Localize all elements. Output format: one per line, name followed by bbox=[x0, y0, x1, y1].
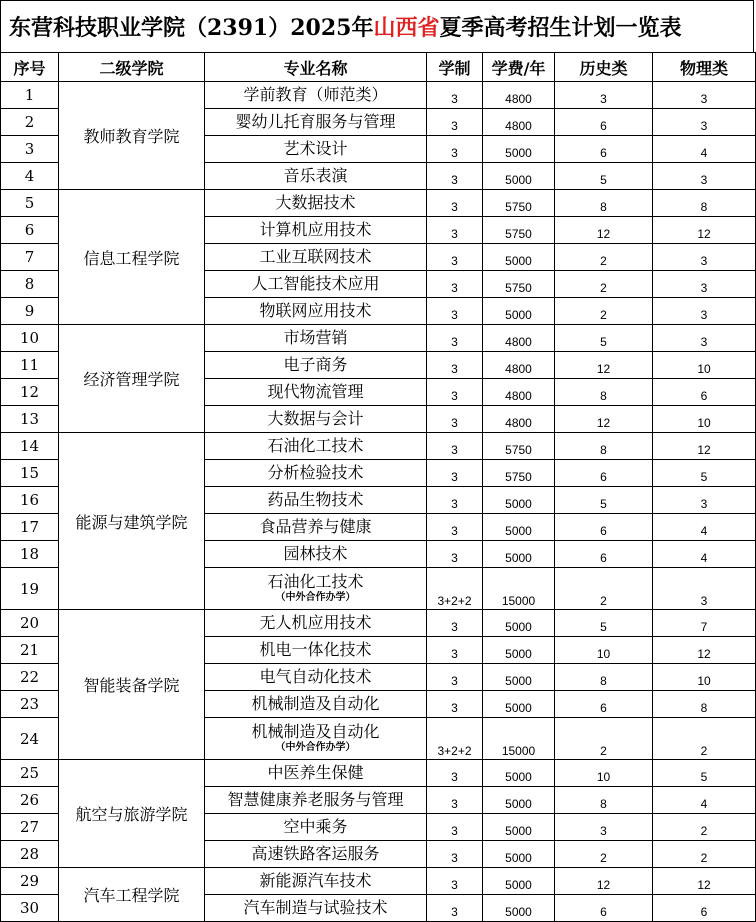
major-label: 分析检验技术 bbox=[267, 463, 364, 482]
major-note: （中外合作办学） bbox=[275, 741, 356, 753]
major-name bbox=[205, 109, 427, 136]
row-physics: 4 bbox=[653, 541, 756, 568]
enrollment-table bbox=[0, 52, 756, 922]
row-history: 12 bbox=[555, 406, 653, 433]
row-history: 3 bbox=[555, 814, 653, 841]
major-label: 计算机应用技术 bbox=[259, 220, 372, 239]
major-label: 大数据技术 bbox=[275, 193, 356, 212]
row-duration: 3 bbox=[427, 244, 483, 271]
row-fee: 5000 bbox=[483, 760, 555, 787]
row-history: 5 bbox=[555, 325, 653, 352]
major-label: 人工智能技术应用 bbox=[251, 274, 380, 293]
major-name bbox=[205, 664, 427, 691]
row-duration: 3 bbox=[427, 433, 483, 460]
row-history: 10 bbox=[555, 637, 653, 664]
row-physics: 3 bbox=[653, 325, 756, 352]
row-physics: 12 bbox=[653, 217, 756, 244]
major-name bbox=[205, 190, 427, 217]
row-history: 12 bbox=[555, 868, 653, 895]
major-name bbox=[205, 460, 427, 487]
row-seq: 7 bbox=[1, 244, 59, 271]
row-physics: 3 bbox=[653, 109, 756, 136]
row-fee: 5000 bbox=[483, 787, 555, 814]
major-label: 艺术设计 bbox=[283, 139, 348, 158]
header-fee: 学费/年 bbox=[483, 53, 555, 82]
major-name bbox=[205, 868, 427, 895]
title-province: 山西省 bbox=[373, 15, 440, 41]
major-label: 无人机应用技术 bbox=[259, 613, 372, 632]
header-physics: 物理类 bbox=[653, 53, 756, 82]
row-physics: 7 bbox=[653, 610, 756, 637]
major-label: 机电一体化技术 bbox=[259, 640, 372, 659]
header-seq: 序号 bbox=[1, 53, 59, 82]
row-duration: 3 bbox=[427, 379, 483, 406]
college-name: 教师教育学院 bbox=[59, 82, 205, 190]
row-seq: 11 bbox=[1, 352, 59, 379]
row-duration: 3 bbox=[427, 895, 483, 922]
major-label: 市场营销 bbox=[283, 328, 348, 347]
header-row bbox=[1, 53, 756, 82]
major-label: 石油化工技术 bbox=[267, 436, 364, 455]
row-seq: 6 bbox=[1, 217, 59, 244]
row-fee: 5000 bbox=[483, 244, 555, 271]
row-history: 8 bbox=[555, 190, 653, 217]
row-physics: 12 bbox=[653, 868, 756, 895]
row-seq: 21 bbox=[1, 637, 59, 664]
row-physics: 4 bbox=[653, 787, 756, 814]
row-history: 8 bbox=[555, 787, 653, 814]
major-name bbox=[205, 841, 427, 868]
row-seq: 19 bbox=[1, 568, 59, 610]
major-label: 新能源汽车技术 bbox=[259, 871, 372, 890]
row-physics: 3 bbox=[653, 163, 756, 190]
row-fee: 4800 bbox=[483, 352, 555, 379]
row-history: 5 bbox=[555, 487, 653, 514]
row-duration: 3 bbox=[427, 664, 483, 691]
row-history: 2 bbox=[555, 271, 653, 298]
row-duration: 3 bbox=[427, 541, 483, 568]
row-seq: 10 bbox=[1, 325, 59, 352]
row-physics: 3 bbox=[653, 487, 756, 514]
row-physics: 5 bbox=[653, 460, 756, 487]
row-duration: 3 bbox=[427, 217, 483, 244]
row-fee: 5000 bbox=[483, 514, 555, 541]
table-row bbox=[1, 868, 756, 895]
table-row bbox=[1, 82, 756, 109]
major-name bbox=[205, 244, 427, 271]
major-name bbox=[205, 325, 427, 352]
major-name bbox=[205, 406, 427, 433]
row-physics: 8 bbox=[653, 190, 756, 217]
row-duration: 3 bbox=[427, 352, 483, 379]
row-history: 6 bbox=[555, 895, 653, 922]
major-label: 学前教育（师范类） bbox=[243, 85, 388, 104]
row-fee: 5750 bbox=[483, 217, 555, 244]
row-duration: 3 bbox=[427, 82, 483, 109]
row-fee: 15000 bbox=[483, 568, 555, 610]
row-seq: 24 bbox=[1, 718, 59, 760]
row-seq: 13 bbox=[1, 406, 59, 433]
row-history: 6 bbox=[555, 514, 653, 541]
row-seq: 17 bbox=[1, 514, 59, 541]
row-duration: 3 bbox=[427, 298, 483, 325]
row-history: 5 bbox=[555, 610, 653, 637]
row-physics: 10 bbox=[653, 406, 756, 433]
row-duration: 3 bbox=[427, 163, 483, 190]
row-seq: 25 bbox=[1, 760, 59, 787]
major-name bbox=[205, 271, 427, 298]
row-history: 2 bbox=[555, 244, 653, 271]
row-physics: 6 bbox=[653, 895, 756, 922]
row-physics: 3 bbox=[653, 244, 756, 271]
major-name bbox=[205, 379, 427, 406]
row-seq: 14 bbox=[1, 433, 59, 460]
row-history: 8 bbox=[555, 433, 653, 460]
major-label: 智慧健康养老服务与管理 bbox=[227, 790, 404, 809]
major-name bbox=[205, 568, 427, 610]
row-history: 8 bbox=[555, 379, 653, 406]
row-history: 6 bbox=[555, 460, 653, 487]
table-row bbox=[1, 610, 756, 637]
row-fee: 4800 bbox=[483, 325, 555, 352]
major-label: 大数据与会计 bbox=[267, 409, 364, 428]
major-label: 空中乘务 bbox=[283, 817, 348, 836]
major-name bbox=[205, 163, 427, 190]
row-duration: 3 bbox=[427, 406, 483, 433]
row-duration: 3 bbox=[427, 271, 483, 298]
row-fee: 5000 bbox=[483, 298, 555, 325]
row-fee: 4800 bbox=[483, 406, 555, 433]
major-name bbox=[205, 82, 427, 109]
row-duration: 3 bbox=[427, 610, 483, 637]
table-body bbox=[1, 82, 756, 922]
major-label: 音乐表演 bbox=[283, 166, 348, 185]
row-history: 6 bbox=[555, 136, 653, 163]
row-seq: 9 bbox=[1, 298, 59, 325]
major-name bbox=[205, 814, 427, 841]
row-fee: 5000 bbox=[483, 637, 555, 664]
row-fee: 5750 bbox=[483, 433, 555, 460]
row-duration: 3 bbox=[427, 868, 483, 895]
row-physics: 10 bbox=[653, 352, 756, 379]
major-label: 物联网应用技术 bbox=[259, 301, 372, 320]
major-name bbox=[205, 136, 427, 163]
row-seq: 22 bbox=[1, 664, 59, 691]
row-seq: 5 bbox=[1, 190, 59, 217]
row-physics: 6 bbox=[653, 379, 756, 406]
row-seq: 3 bbox=[1, 136, 59, 163]
row-duration: 3 bbox=[427, 190, 483, 217]
row-physics: 2 bbox=[653, 841, 756, 868]
row-duration: 3 bbox=[427, 136, 483, 163]
major-name bbox=[205, 691, 427, 718]
row-seq: 20 bbox=[1, 610, 59, 637]
row-seq: 26 bbox=[1, 787, 59, 814]
major-name bbox=[205, 541, 427, 568]
major-name bbox=[205, 787, 427, 814]
row-history: 6 bbox=[555, 691, 653, 718]
title-suffix: 夏季高考招生计划一览表 bbox=[439, 15, 682, 41]
major-label: 电气自动化技术 bbox=[259, 667, 372, 686]
row-history: 8 bbox=[555, 664, 653, 691]
college-name: 航空与旅游学院 bbox=[59, 760, 205, 868]
row-seq: 29 bbox=[1, 868, 59, 895]
row-fee: 5750 bbox=[483, 460, 555, 487]
row-seq: 12 bbox=[1, 379, 59, 406]
major-label: 汽车制造与试验技术 bbox=[243, 898, 388, 917]
row-duration: 3 bbox=[427, 487, 483, 514]
college-name: 汽车工程学院 bbox=[59, 868, 205, 922]
major-label: 机械制造及自动化 bbox=[251, 694, 380, 713]
row-history: 10 bbox=[555, 760, 653, 787]
major-label: 工业互联网技术 bbox=[259, 247, 372, 266]
row-history: 6 bbox=[555, 109, 653, 136]
major-name bbox=[205, 610, 427, 637]
row-duration: 3 bbox=[427, 814, 483, 841]
row-history: 2 bbox=[555, 298, 653, 325]
row-history: 2 bbox=[555, 841, 653, 868]
row-fee: 5000 bbox=[483, 163, 555, 190]
row-physics: 12 bbox=[653, 637, 756, 664]
row-duration: 3 bbox=[427, 691, 483, 718]
row-physics: 2 bbox=[653, 718, 756, 760]
row-history: 2 bbox=[555, 568, 653, 610]
row-fee: 4800 bbox=[483, 379, 555, 406]
table-row bbox=[1, 325, 756, 352]
row-fee: 4800 bbox=[483, 109, 555, 136]
row-physics: 3 bbox=[653, 298, 756, 325]
row-duration: 3 bbox=[427, 514, 483, 541]
row-fee: 5000 bbox=[483, 691, 555, 718]
row-seq: 8 bbox=[1, 271, 59, 298]
major-name bbox=[205, 487, 427, 514]
row-seq: 16 bbox=[1, 487, 59, 514]
page-title bbox=[0, 0, 754, 52]
row-duration: 3 bbox=[427, 637, 483, 664]
header-duration: 学制 bbox=[427, 53, 483, 82]
header-major: 专业名称 bbox=[205, 53, 427, 82]
row-seq: 30 bbox=[1, 895, 59, 922]
row-duration: 3+2+2 bbox=[427, 568, 483, 610]
row-duration: 3 bbox=[427, 325, 483, 352]
row-physics: 5 bbox=[653, 760, 756, 787]
header-history: 历史类 bbox=[555, 53, 653, 82]
major-label: 机械制造及自动化 bbox=[251, 721, 380, 741]
row-fee: 5750 bbox=[483, 271, 555, 298]
major-label: 食品营养与健康 bbox=[259, 517, 372, 536]
college-name: 经济管理学院 bbox=[59, 325, 205, 433]
table-row bbox=[1, 190, 756, 217]
row-fee: 5000 bbox=[483, 136, 555, 163]
major-label: 婴幼儿托育服务与管理 bbox=[235, 112, 396, 131]
college-name: 信息工程学院 bbox=[59, 190, 205, 325]
major-label: 高速铁路客运服务 bbox=[251, 844, 380, 863]
row-seq: 18 bbox=[1, 541, 59, 568]
row-physics: 3 bbox=[653, 271, 756, 298]
row-duration: 3 bbox=[427, 760, 483, 787]
major-label: 药品生物技术 bbox=[267, 490, 364, 509]
row-fee: 5000 bbox=[483, 610, 555, 637]
row-seq: 2 bbox=[1, 109, 59, 136]
major-name bbox=[205, 514, 427, 541]
row-seq: 27 bbox=[1, 814, 59, 841]
row-physics: 4 bbox=[653, 514, 756, 541]
major-note: （中外合作办学） bbox=[275, 591, 356, 603]
major-label: 园林技术 bbox=[283, 544, 348, 563]
row-history: 3 bbox=[555, 82, 653, 109]
major-label: 石油化工技术 bbox=[267, 571, 364, 591]
row-duration: 3 bbox=[427, 787, 483, 814]
row-duration: 3 bbox=[427, 841, 483, 868]
row-seq: 1 bbox=[1, 82, 59, 109]
major-name bbox=[205, 637, 427, 664]
row-seq: 4 bbox=[1, 163, 59, 190]
row-physics: 4 bbox=[653, 136, 756, 163]
row-fee: 5750 bbox=[483, 190, 555, 217]
major-label: 中医养生保健 bbox=[267, 763, 364, 782]
title-text: 东营科技职业学院（2391）2025年 bbox=[9, 15, 374, 41]
major-name bbox=[205, 718, 427, 760]
row-seq: 28 bbox=[1, 841, 59, 868]
row-fee: 5000 bbox=[483, 541, 555, 568]
row-fee: 5000 bbox=[483, 895, 555, 922]
row-fee: 4800 bbox=[483, 82, 555, 109]
row-duration: 3+2+2 bbox=[427, 718, 483, 760]
major-name bbox=[205, 433, 427, 460]
row-fee: 5000 bbox=[483, 664, 555, 691]
row-physics: 10 bbox=[653, 664, 756, 691]
row-fee: 5000 bbox=[483, 487, 555, 514]
row-duration: 3 bbox=[427, 109, 483, 136]
major-name bbox=[205, 217, 427, 244]
row-history: 2 bbox=[555, 718, 653, 760]
major-name bbox=[205, 760, 427, 787]
row-physics: 3 bbox=[653, 82, 756, 109]
row-physics: 12 bbox=[653, 433, 756, 460]
row-history: 5 bbox=[555, 163, 653, 190]
row-fee: 5000 bbox=[483, 814, 555, 841]
row-history: 12 bbox=[555, 217, 653, 244]
row-physics: 8 bbox=[653, 691, 756, 718]
row-seq: 15 bbox=[1, 460, 59, 487]
major-name bbox=[205, 352, 427, 379]
row-history: 6 bbox=[555, 541, 653, 568]
row-physics: 3 bbox=[653, 568, 756, 610]
header-college: 二级学院 bbox=[59, 53, 205, 82]
row-fee: 5000 bbox=[483, 868, 555, 895]
row-fee: 5000 bbox=[483, 841, 555, 868]
college-name: 能源与建筑学院 bbox=[59, 433, 205, 610]
major-name bbox=[205, 895, 427, 922]
major-label: 电子商务 bbox=[283, 355, 348, 374]
table-row bbox=[1, 433, 756, 460]
row-seq: 23 bbox=[1, 691, 59, 718]
row-fee: 15000 bbox=[483, 718, 555, 760]
row-history: 12 bbox=[555, 352, 653, 379]
row-duration: 3 bbox=[427, 460, 483, 487]
major-label: 现代物流管理 bbox=[267, 382, 364, 401]
college-name: 智能装备学院 bbox=[59, 610, 205, 760]
table-row bbox=[1, 760, 756, 787]
row-physics: 2 bbox=[653, 814, 756, 841]
major-name bbox=[205, 298, 427, 325]
